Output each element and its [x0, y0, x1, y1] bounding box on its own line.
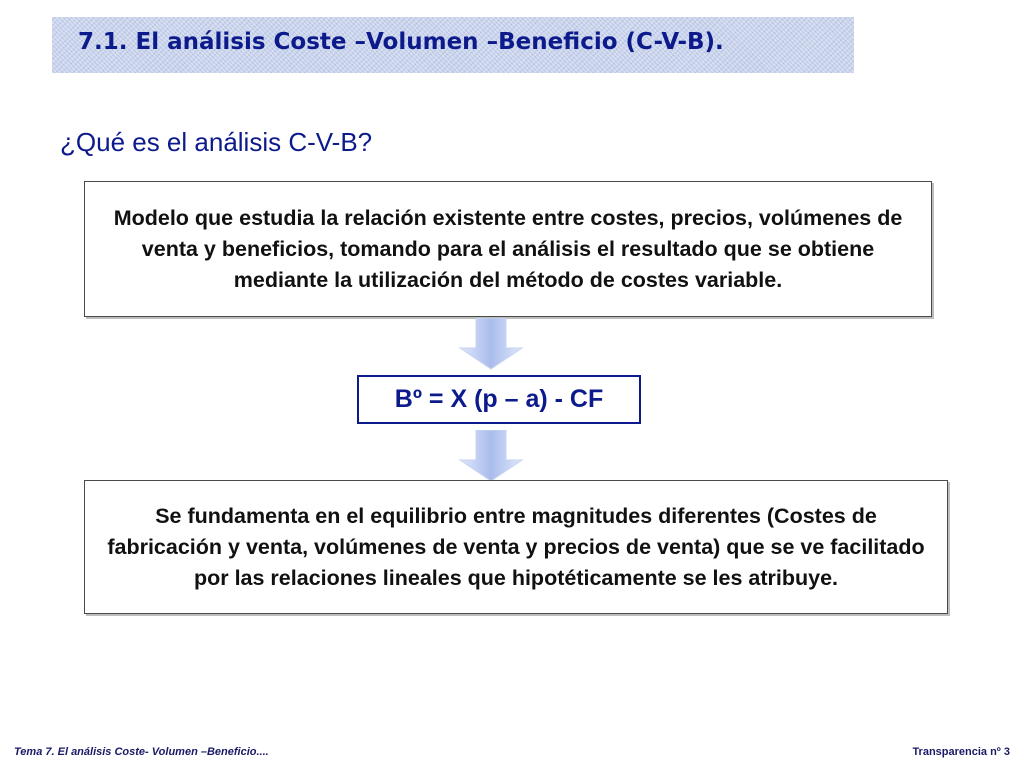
- title-banner: [52, 17, 854, 73]
- down-arrow-icon: [458, 430, 524, 482]
- foundation-box: [84, 480, 948, 614]
- question-heading: ¿Qué es el análisis C-V-B?: [60, 127, 373, 157]
- definition-box: [84, 181, 932, 317]
- definition-text: Modelo que estudia la relación existente entre costes, precios, volúmenes de venta y beneficios, tomando para el análisis el resultado que se obtiene mediante la utilización del método de costes variable.: [113, 205, 903, 292]
- slide-title: 7.1. El análisis Coste –Volumen –Beneficio (C-V-B).: [78, 29, 724, 55]
- foundation-text: Se fundamenta en el equilibrio entre magnitudes diferentes (Costes de fabricación y venta, volúmenes de venta y precios de venta) que se ve facilitado por las relaciones lineales que hipotéticamente se les atribuye.: [107, 503, 925, 590]
- footer-topic: Tema 7. El análisis Coste- Volumen –Beneficio....: [14, 746, 269, 758]
- formula-box: [357, 375, 641, 424]
- formula-text: Bº = X (p – a) - CF: [394, 385, 604, 413]
- footer-slide-number: Transparencia nº 3: [912, 746, 1010, 758]
- down-arrow-icon: [458, 318, 524, 370]
